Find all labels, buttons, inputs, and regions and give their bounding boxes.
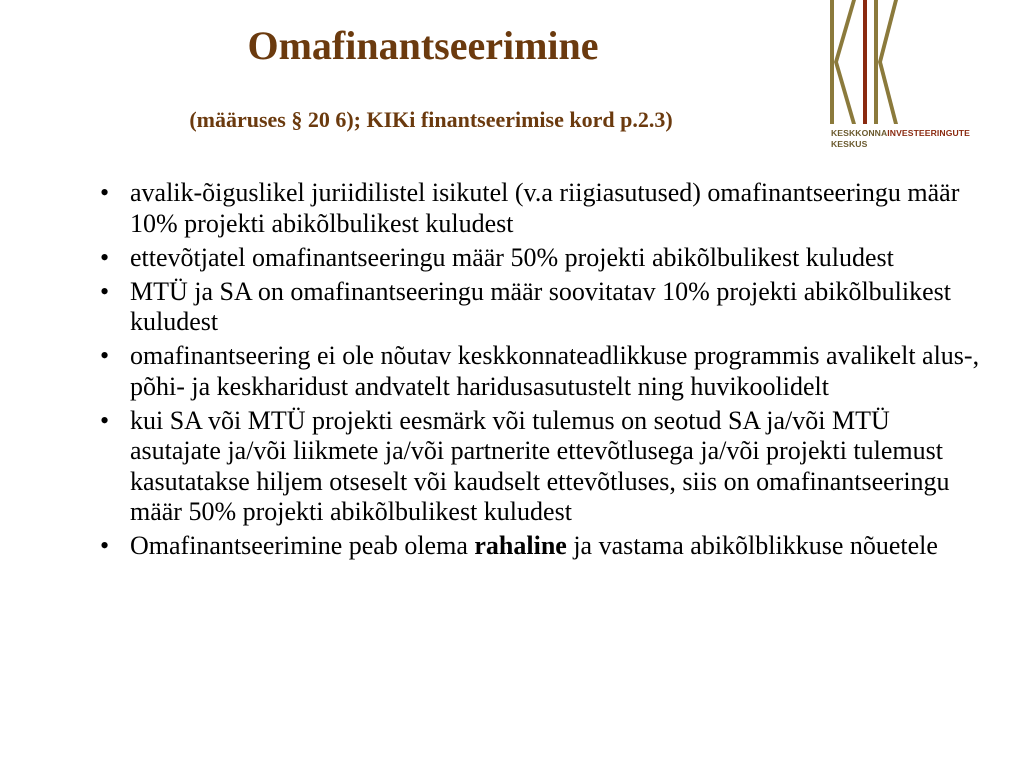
bullet-text-after: ja vastama abikõlblikkuse nõuetele [566, 531, 938, 560]
kik-logo [828, 0, 978, 160]
kik-logo-text [831, 128, 976, 150]
bullet-dot: • [100, 531, 110, 560]
slide-title: Omafinantseerimine [247, 23, 599, 68]
bullet-text-before: Omafinantseerimine peab olema [130, 531, 475, 560]
bullet-item [100, 243, 980, 274]
bullet-text: ettevõtjatel omafinantseeringu määr 50% projekti abikõlbulikest kuludest [130, 242, 894, 272]
bullet-item [100, 406, 980, 528]
logo-line2: KESKUS [831, 139, 868, 149]
bullet-item [100, 178, 980, 239]
bullet-item [100, 277, 980, 338]
logo-line1-accent: INVESTEERINGUTE [887, 128, 970, 138]
logo-line1-prefix: KESKKONNA [831, 128, 888, 138]
bullet-dot: • [100, 242, 110, 272]
bullet-dot: • [100, 178, 110, 207]
bullet-dot: • [100, 405, 110, 435]
kik-logo-mark [830, 0, 900, 124]
slide-subtitle: (määruses § 20 6); KIKi finantseerimise kord p.2.3) [189, 107, 673, 132]
bullet-text: MTÜ ja SA on omafinantseeringu määr soovitatav 10% projekti abikõlbulikest kuludest [130, 276, 952, 336]
bullet-text: omafinantseering ei ole nõutav keskkonnateadlikkuse programmis avalikelt alus-, põhi- ja keskharidust andvatelt haridusasutustelt ning huvikoolidelt [130, 341, 980, 401]
bullet-list [100, 178, 980, 565]
bullet-dot: • [100, 341, 110, 370]
bullet-item [100, 341, 980, 402]
bullet-text-bold: rahaline [474, 531, 567, 560]
bullet-text: kui SA või MTÜ projekti eesmärk või tulemus on seotud SA ja/või MTÜ asutajate ja/või liikmete ja/või partnerite ettevõtlusega ja/või projekti tulemust kasutatakse hiljem otseselt või kaudselt ettevõtluses, siis on omafinantseeringu määr 50% projekti abikõlbulikest kuludest [130, 405, 950, 526]
bullet-text: avalik-õiguslikel juriidilistel isikutel (v.a riigiasutused) omafinantseeringu määr 10% projekti abikõlbulikest kuludest [130, 178, 960, 238]
bullet-item [100, 531, 980, 562]
bullet-dot: • [100, 276, 110, 306]
